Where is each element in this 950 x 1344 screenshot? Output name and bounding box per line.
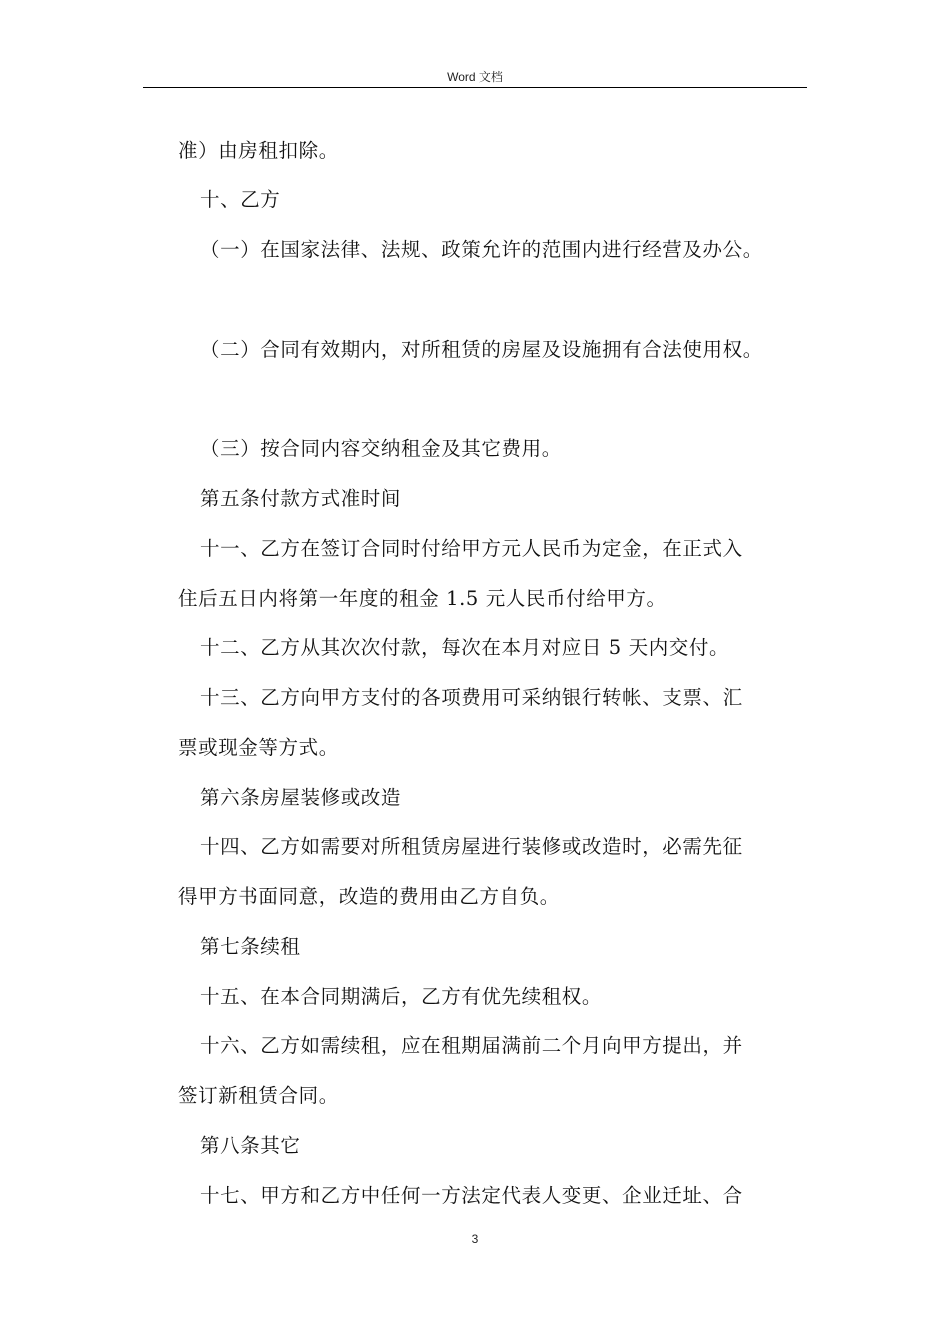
page-number: 3 xyxy=(471,1232,479,1246)
header-title: Word 文档 xyxy=(447,70,503,84)
section-heading: 第五条付款方式准时间 xyxy=(200,487,402,510)
section-heading: 第六条房屋装修或改造 xyxy=(200,786,402,809)
paragraph-line: 十五、在本合同期满后，乙方有优先续租权。 xyxy=(200,985,603,1008)
paragraph-line: 十二、乙方从其次次付款，每次在本月对应日 5 天内交付。 xyxy=(200,636,730,659)
section-heading: 第七条续租 xyxy=(200,935,301,958)
paragraph-line: 十四、乙方如需要对所租赁房屋进行装修或改造时，必需先征 xyxy=(200,835,743,858)
paragraph-line: （三）按合同内容交纳租金及其它费用。 xyxy=(200,437,562,460)
paragraph-line: 十六、乙方如需续租，应在租期届满前二个月向甲方提出，并 xyxy=(200,1034,743,1057)
paragraph-line: 住后五日内将第一年度的租金 1.5 元人民币付给甲方。 xyxy=(178,587,667,610)
section-heading: 第八条其它 xyxy=(200,1134,301,1157)
paragraph-line: 十七、甲方和乙方中任何一方法定代表人变更、企业迁址、合 xyxy=(200,1184,743,1207)
paragraph-line: 准）由房租扣除。 xyxy=(178,139,339,162)
paragraph-line: 十一、乙方在签订合同时付给甲方元人民币为定金，在正式入 xyxy=(200,537,743,560)
paragraph-line: 票或现金等方式。 xyxy=(178,736,339,759)
page-header xyxy=(0,68,950,85)
paragraph-line: 得甲方书面同意，改造的费用由乙方自负。 xyxy=(178,885,560,908)
paragraph-line: 十三、乙方向甲方支付的各项费用可采纳银行转帐、支票、汇 xyxy=(200,686,743,709)
paragraph-line: 签订新租赁合同。 xyxy=(178,1084,339,1107)
paragraph-line: （一）在国家法律、法规、政策允许的范围内进行经营及办公。 xyxy=(200,238,763,261)
header-divider xyxy=(143,87,807,88)
paragraph-line: （二）合同有效期内，对所租赁的房屋及设施拥有合法使用权。 xyxy=(200,338,763,361)
page-footer xyxy=(0,1232,950,1246)
paragraph-line: 十、乙方 xyxy=(200,188,281,211)
